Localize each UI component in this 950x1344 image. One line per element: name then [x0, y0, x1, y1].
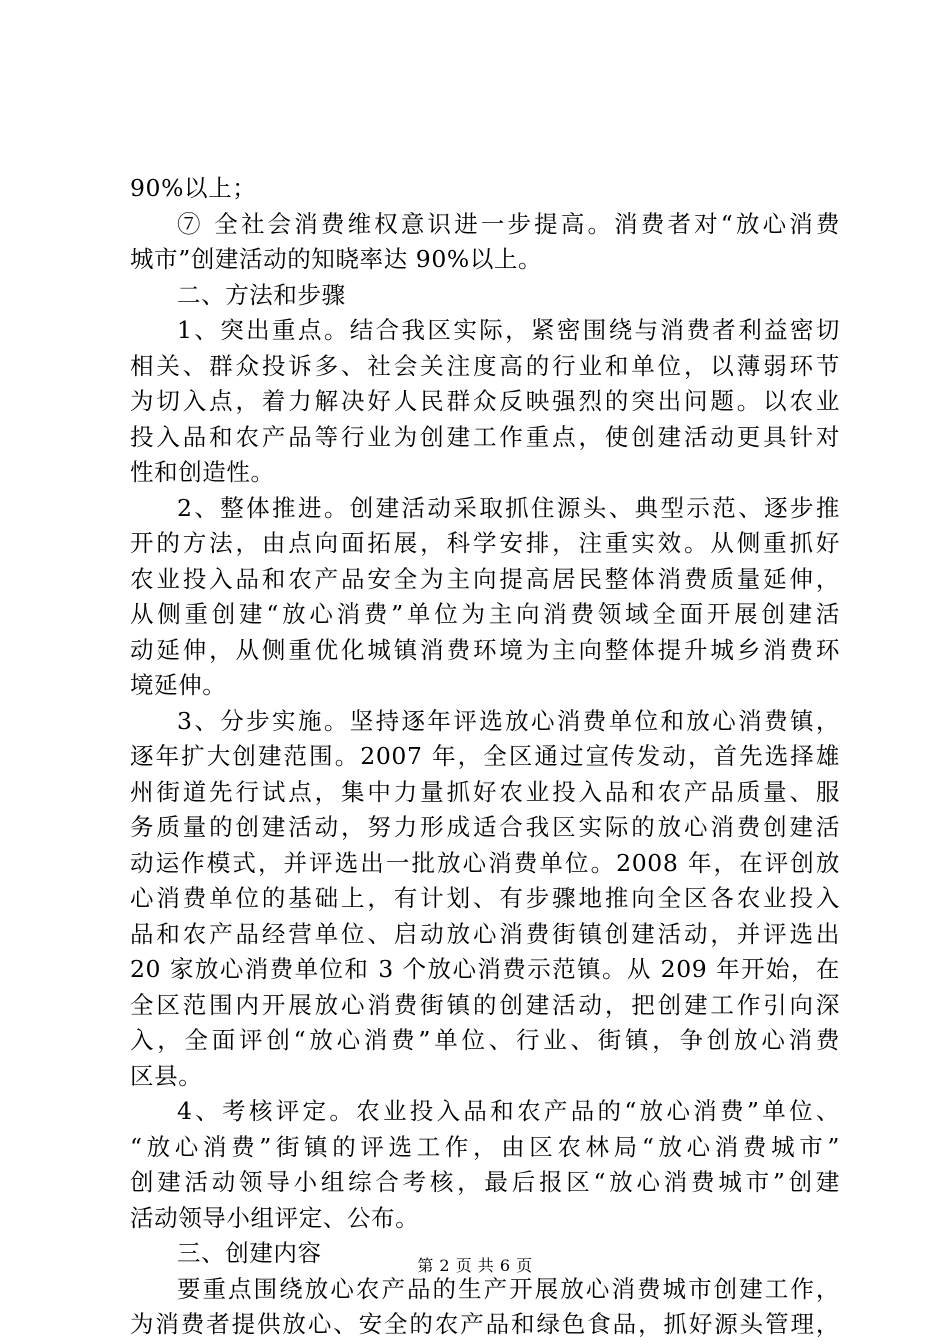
- text-line: 动运作模式，并评选出一批放心消费单位。2008 年，在评创放: [130, 848, 840, 877]
- text-line: 城市”创建活动的知晓率达 90%以上。: [130, 245, 543, 273]
- text-line: 心消费单位的基础上，有计划、有步骤地推向全区各农业投入: [130, 884, 840, 912]
- text-line: 90%以上；: [130, 174, 257, 202]
- text-line: 区县。: [130, 1061, 203, 1090]
- text-line: 投入品和农产品等行业为创建工作重点，使创建活动更具针对: [130, 422, 840, 451]
- text-line: 为消费者提供放心、安全的农产品和绿色食品，抓好源头管理，: [130, 1310, 840, 1338]
- text-line: 2、整体推进。创建活动采取抓住源头、典型示范、逐步推: [177, 493, 840, 522]
- text-line: 活动领导小组评定、公布。: [130, 1203, 420, 1232]
- text-line: 为切入点，着力解决好人民群众反映强烈的突出问题。以农业: [130, 387, 840, 415]
- text-line: 性和创造性。: [130, 458, 275, 486]
- text-line: 州街道先行试点，集中力量抓好农业投入品和农产品质量、服: [130, 777, 840, 806]
- text-line: 4、考核评定。农业投入品和农产品的“放心消费”单位、: [177, 1097, 840, 1125]
- text-line: 全区范围内开展放心消费街镇的创建活动，把创建工作引向深: [130, 990, 840, 1019]
- text-line: 开的方法，由点向面拓展，科学安排，注重实效。从侧重抓好: [130, 529, 840, 557]
- text-line: 从侧重创建“放心消费”单位为主向消费领域全面开展创建活: [130, 600, 840, 628]
- text-line: 农业投入品和农产品安全为主向提高居民整体消费质量延伸，: [130, 564, 840, 593]
- text-line: 三、创建内容: [177, 1239, 322, 1267]
- text-line: 二、方法和步骤: [177, 280, 346, 309]
- page-footer: 第 2 页 共 6 页: [417, 1256, 533, 1275]
- text-line: 品和农产品经营单位、启动放心消费街镇创建活动，并评选出: [130, 919, 840, 948]
- text-line: “放心消费”街镇的评选工作，由区农林局“放心消费城市”: [130, 1132, 840, 1161]
- text-line: 要重点围绕放心农产品的生产开展放心消费城市创建工作，: [177, 1274, 840, 1303]
- text-line: 创建活动领导小组综合考核，最后报区“放心消费城市”创建: [130, 1168, 840, 1196]
- text-line: 境延伸。: [130, 671, 227, 699]
- text-line: 动延伸，从侧重优化城镇消费环境为主向整体提升城乡消费环: [130, 635, 840, 664]
- text-line: 3、分步实施。坚持逐年评选放心消费单位和放心消费镇，: [177, 706, 840, 735]
- text-line: 20 家放心消费单位和 3 个放心消费示范镇。从 209 年开始，在: [130, 955, 840, 983]
- text-line: 逐年扩大创建范围。2007 年，全区通过宣传发动，首先选择雄: [130, 742, 840, 770]
- text-line: 相关、群众投诉多、社会关注度高的行业和单位，以薄弱环节: [130, 351, 840, 380]
- text-line: 1、突出重点。结合我区实际，紧密围绕与消费者利益密切: [177, 316, 840, 344]
- text-line: 务质量的创建活动，努力形成适合我区实际的放心消费创建活: [130, 813, 840, 841]
- text-line: ⑦ 全社会消费维权意识进一步提高。消费者对“放心消费: [177, 209, 840, 238]
- text-line: 入，全面评创“放心消费”单位、行业、街镇，争创放心消费: [130, 1026, 840, 1054]
- document-body: [130, 171, 840, 1343]
